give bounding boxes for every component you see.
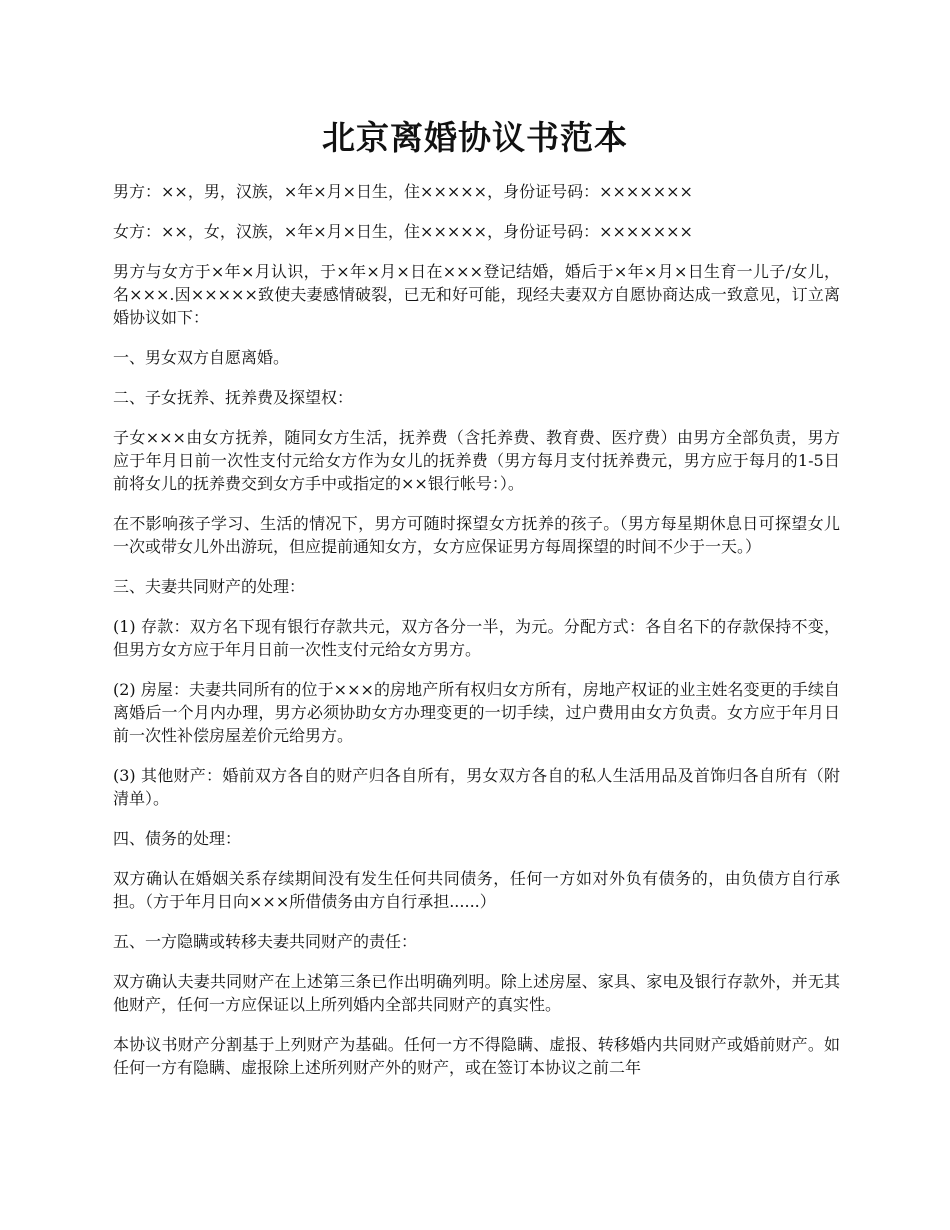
section-heading-debts: 四、债务的处理： (113, 829, 242, 848)
paragraph-concealment-terms: 本协议书财产分割基于上列财产为基础。任何一方不得隐瞒、虚报、转移婚内共同财产或婚前财产。如任何一方有隐瞒、虚报除上述所列财产外的财产，或在签订本协议之前二年 (113, 1035, 840, 1077)
paragraph-other-property: (3) 其他财产：婚前双方各自的财产归各自所有，男女双方各自的私人生活用品及首饰归各自所有（附清单）。 (113, 766, 840, 808)
section-heading-property: 三、夫妻共同财产的处理： (113, 577, 306, 596)
paragraph-house: (2) 房屋：夫妻共同所有的位于×××的房地产所有权归女方所有，房地产权证的业主姓名变更的手续自离婚后一个月内办理，男方必须协助女方办理变更的一切手续，过户费用由女方负责。女方应于年月日前一次性补偿房屋差价元给男方。 (113, 680, 840, 745)
paragraph-deposits: (1) 存款：双方名下现有银行存款共元，双方各分一半，为元。分配方式：各自名下的存款保持不变，但男方女方应于年月日前一次性支付元给女方男方。 (113, 617, 840, 659)
paragraph-property-confirmation: 双方确认夫妻共同财产在上述第三条已作出明确列明。除上述房屋、家具、家电及银行存款外，并无其他财产，任何一方应保证以上所列婚内全部共同财产的真实性。 (113, 972, 840, 1014)
paragraph-child-support: 子女×××由女方抚养，随同女方生活，抚养费（含托养费、教育费、医疗费）由男方全部负责，男方应于年月日前一次性支付元给女方作为女儿的抚养费（男方每月支付抚养费元，男方应于每月的1-5日前将女儿的抚养费交到女方手中或指定的××银行帐号：）。 (113, 428, 840, 493)
paragraph-visitation: 在不影响孩子学习、生活的情况下，男方可随时探望女方抚养的孩子。（男方每星期休息日可探望女儿一次或带女儿外出游玩，但应提前通知女方，女方应保证男方每周探望的时间不少于一天。） (113, 514, 840, 556)
paragraph-wife-info: 女方：××，女，汉族，×年×月×日生，住×××××，身份证号码：××××××× (113, 222, 693, 241)
paragraph-debts: 双方确认在婚姻关系存续期间没有发生任何共同债务，任何一方如对外负有债务的，由负债方自行承担。（方于年月日向×××所借债务由方自行承担......） (113, 869, 840, 911)
section-heading-child-custody: 二、子女抚养、抚养费及探望权： (113, 388, 354, 407)
paragraph-husband-info: 男方：××，男，汉族，×年×月×日生，住×××××，身份证号码：××××××× (113, 182, 693, 201)
section-heading-divorce: 一、男女双方自愿离婚。 (113, 348, 290, 367)
section-heading-concealment: 五、一方隐瞒或转移夫妻共同财产的责任： (113, 932, 418, 951)
document-body (113, 180, 840, 1096)
paragraph-background: 男方与女方于×年×月认识，于×年×月×日在×××登记结婚，婚后于×年×月×日生育一儿子/女儿，名×××.因×××××致使夫妻感情破裂，已无和好可能，现经夫妻双方自愿协商达成一致意见，订立离婚协议如下： (113, 262, 840, 327)
document-title: 北京离婚协议书范本 (322, 118, 628, 157)
